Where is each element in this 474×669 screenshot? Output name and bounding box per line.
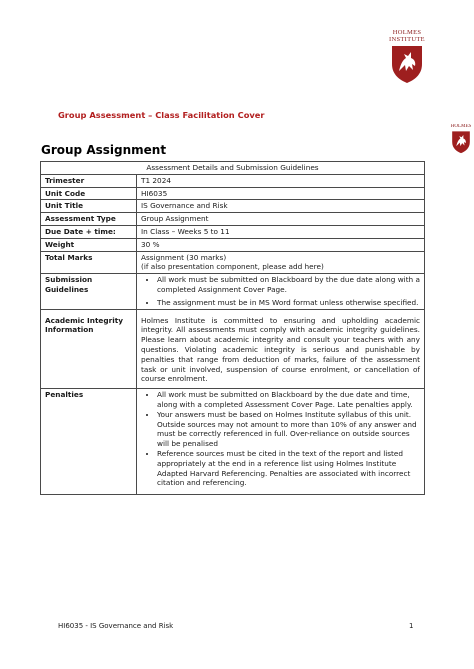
total-marks-value	[137, 251, 425, 274]
due-date-label: Due Date + time:	[41, 225, 137, 238]
submission-label: Submission Guidelines	[41, 274, 137, 309]
footer-unit: HI6035 - IS Governance and Risk	[58, 622, 174, 630]
weight-label: Weight	[41, 238, 137, 251]
holmes-logo-small	[448, 124, 474, 154]
table-row	[41, 174, 425, 187]
due-date-value: In Class – Weeks 5 to 11	[137, 225, 425, 238]
penalties-label: Penalties	[41, 389, 137, 495]
page-number: 1	[409, 622, 414, 630]
table-row	[41, 187, 425, 200]
total-marks-line1: Assignment (30 marks)	[141, 252, 227, 262]
shield-icon	[451, 130, 471, 154]
holmes-logo	[382, 30, 432, 84]
logo-line2: INSTITUTE	[389, 35, 425, 43]
table-row	[41, 238, 425, 251]
list-item: • The assignment must be in MS Word format unless otherwise specified.	[157, 298, 420, 308]
integrity-value: Holmes Institute is committed to ensuring and upholding academic integrity. All assessments must comply with academic integrity guidelines. Please learn about academic integrity and consult your teachers with any questions. Violating academic integrity is serious and punishable by penalties that range from deduction of marks, failure of the assessment task or unit involved, suspension of course enrolment, or cancellation of course enrolment.	[137, 309, 425, 389]
trimester-label: Trimester	[41, 174, 137, 187]
unit-title-label: Unit Title	[41, 200, 137, 213]
table-row	[41, 251, 425, 274]
table-row	[41, 225, 425, 238]
table-header: Assessment Details and Submission Guidelines	[41, 162, 425, 175]
assessment-type-label: Assessment Type	[41, 213, 137, 226]
penalties-list	[141, 390, 420, 488]
unit-code-value: HI6035	[137, 187, 425, 200]
trimester-value: T1 2024	[137, 174, 425, 187]
assessment-type-value: Group Assignment	[137, 213, 425, 226]
list-item: • All work must be submitted on Blackboard by the due date along with a completed Assignment Cover Page.	[157, 275, 420, 295]
table-row	[41, 200, 425, 213]
assessment-details-table	[40, 161, 425, 495]
table-row	[41, 213, 425, 226]
list-item: • Your answers must be based on Holmes Institute syllabus of this unit. Outside sources may not amount to more than 10% of any answer and must be correctly referenced in full. Over-reliance on outside sources will be penalised	[157, 410, 420, 449]
page-heading: Group Assignment	[41, 143, 167, 157]
cover-title: Group Assessment – Class Facilitation Cover	[58, 110, 265, 120]
submission-value	[137, 274, 425, 309]
logo-small-text: HOLMES	[450, 124, 472, 129]
total-marks-line2: (if also presentation component, please add here)	[141, 262, 324, 272]
list-item: • Reference sources must be cited in the text of the report and listed appropriately at the end in a reference list using Holmes Institute Adapted Harvard Referencing. Penalties are associated with incorrect citation and referencing.	[157, 449, 420, 488]
table-row	[41, 389, 425, 495]
shield-icon	[390, 44, 424, 84]
table-row	[41, 274, 425, 309]
list-item: • All work must be submitted on Blackboard by the due date and time, along with a completed Assessment Cover Page. Late penalties apply.	[157, 390, 420, 410]
logo-line1: HOLMES	[392, 29, 422, 36]
penalties-value	[137, 389, 425, 495]
weight-value: 30 %	[137, 238, 425, 251]
total-marks-label: Total Marks	[41, 251, 137, 274]
submission-list	[141, 275, 420, 307]
unit-code-label: Unit Code	[41, 187, 137, 200]
integrity-label: Academic Integrity Information	[41, 309, 137, 389]
unit-title-value: IS Governance and Risk	[137, 200, 425, 213]
table-row	[41, 309, 425, 389]
table-header-row	[41, 162, 425, 175]
